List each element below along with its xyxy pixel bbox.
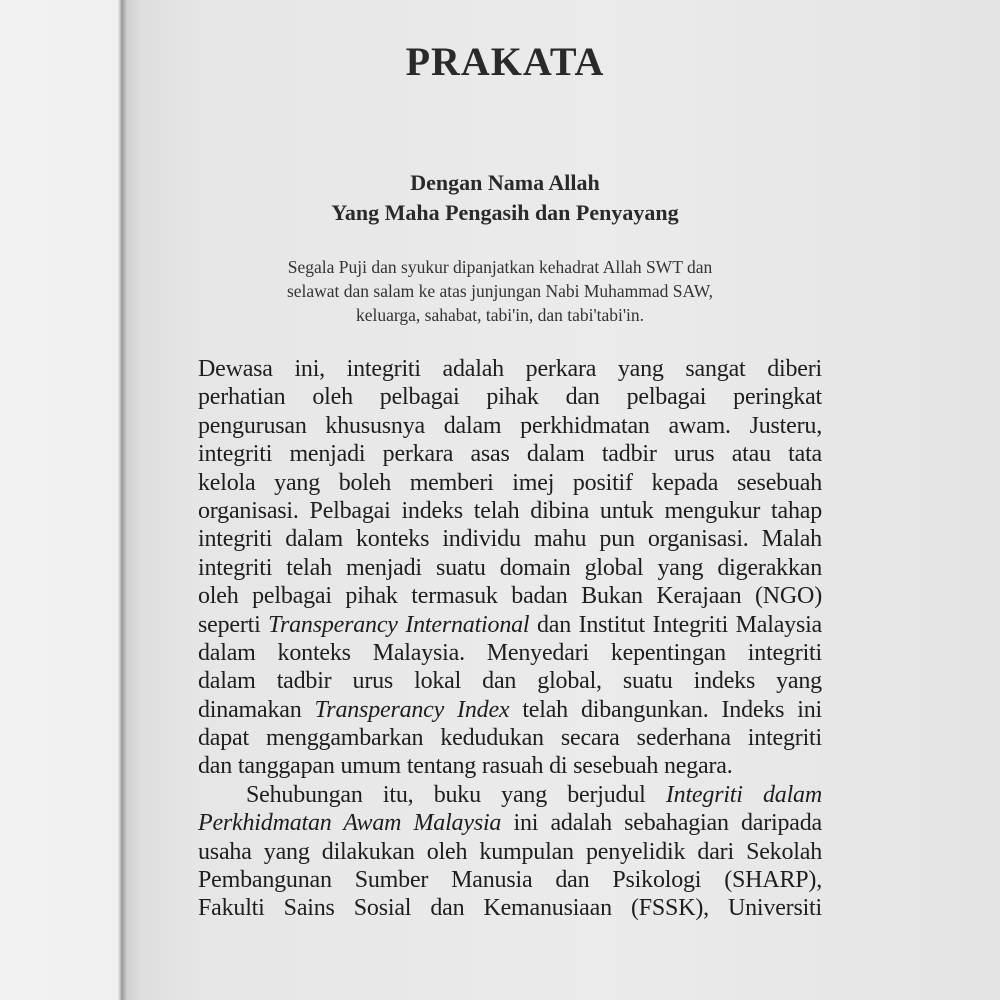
subtitle-line: Yang Maha Pengasih dan Penyayang xyxy=(331,200,679,225)
body-text xyxy=(198,355,822,923)
text-segment: perhatian oleh pelbagai pihak dan pelbagai peringkat xyxy=(198,384,822,411)
paragraph-line xyxy=(198,412,822,440)
paragraph-line xyxy=(198,752,822,780)
intro-line: Segala Puji dan syukur dipanjatkan kehadrat Allah SWT dan xyxy=(287,257,713,277)
intro-line: keluarga, sahabat, tabi'in, dan tabi'tabi'in. xyxy=(355,305,645,325)
text-segment: dalam tadbir urus lokal dan global, suatu indeks yang xyxy=(198,668,822,695)
paragraph-line xyxy=(198,383,822,411)
text-segment: integriti telah menjadi suatu domain global yang digerakkan xyxy=(198,554,822,581)
paragraph-line xyxy=(198,724,822,752)
subtitle-line: Dengan Nama Allah xyxy=(410,170,600,195)
paragraph-line xyxy=(198,355,822,383)
paragraph-line xyxy=(198,866,822,894)
italic-text: Transperancy Index xyxy=(314,696,510,723)
italic-text: Integriti dalam xyxy=(665,781,822,808)
text-segment: ini adalah sebahagian daripada xyxy=(501,810,823,837)
paragraph-line xyxy=(198,440,822,468)
text-segment: organisasi. Pelbagai indeks telah dibina untuk mengukur tahap xyxy=(198,497,822,524)
text-segment: Dewasa ini, integriti adalah perkara yang sangat diberi xyxy=(198,356,822,382)
paragraph-line xyxy=(198,894,822,922)
text-segment: dinamakan xyxy=(198,696,315,723)
paragraph-line xyxy=(198,554,822,582)
paragraph-line xyxy=(198,525,822,553)
text-segment: pengurusan khususnya dalam perkhidmatan awam. Justeru, xyxy=(198,412,822,439)
paragraph-line xyxy=(198,639,822,667)
text-segment: usaha yang dilakukan oleh kumpulan penyelidik dari Sekolah xyxy=(198,838,822,865)
text-segment: dalam konteks Malaysia. Menyedari kepentingan integriti xyxy=(198,639,822,666)
paragraph-line xyxy=(198,696,822,724)
text-segment: Fakulti Sains Sosial dan Kemanusiaan (FSSK), Universiti xyxy=(198,895,822,922)
text-segment: kelola yang boleh memberi imej positif kepada sesebuah xyxy=(198,469,822,496)
paragraph-line xyxy=(198,781,822,809)
italic-text: Transperancy International xyxy=(268,611,530,638)
paragraph-line xyxy=(198,469,822,497)
paragraph-line xyxy=(198,497,822,525)
paragraph-line xyxy=(198,582,822,610)
intro-line: selawat dan salam ke atas junjungan Nabi Muhammad SAW, xyxy=(286,281,714,301)
paragraph-line xyxy=(198,838,822,866)
text-segment: dapat menggambarkan kedudukan secara sederhana integriti xyxy=(198,725,822,752)
text-segment: seperti xyxy=(198,611,269,638)
text-segment: telah dibangunkan. Indeks ini xyxy=(509,696,823,723)
page-title: PRAKATA xyxy=(405,39,605,84)
text-segment: oleh pelbagai pihak termasuk badan Bukan Kerajaan (NGO) xyxy=(198,583,822,610)
text-segment: integriti menjadi perkara asas dalam tadbir urus atau tata xyxy=(198,441,822,468)
text-segment: Pembangunan Sumber Manusia dan Psikologi (SHARP), xyxy=(198,867,822,894)
text-segment: dan tanggapan umum tentang rasuah di sesebuah negara. xyxy=(198,753,733,780)
paragraph-line xyxy=(198,809,822,837)
text-segment: Sehubungan itu, buku yang berjudul xyxy=(246,781,666,808)
paragraph-line xyxy=(198,667,822,695)
text-segment: dan Institut Integriti Malaysia xyxy=(529,611,823,638)
text-segment: integriti dalam konteks individu mahu pun organisasi. Malah xyxy=(198,526,822,553)
italic-text: Perkhidmatan Awam Malaysia xyxy=(198,810,502,837)
paragraph-line xyxy=(198,611,822,639)
